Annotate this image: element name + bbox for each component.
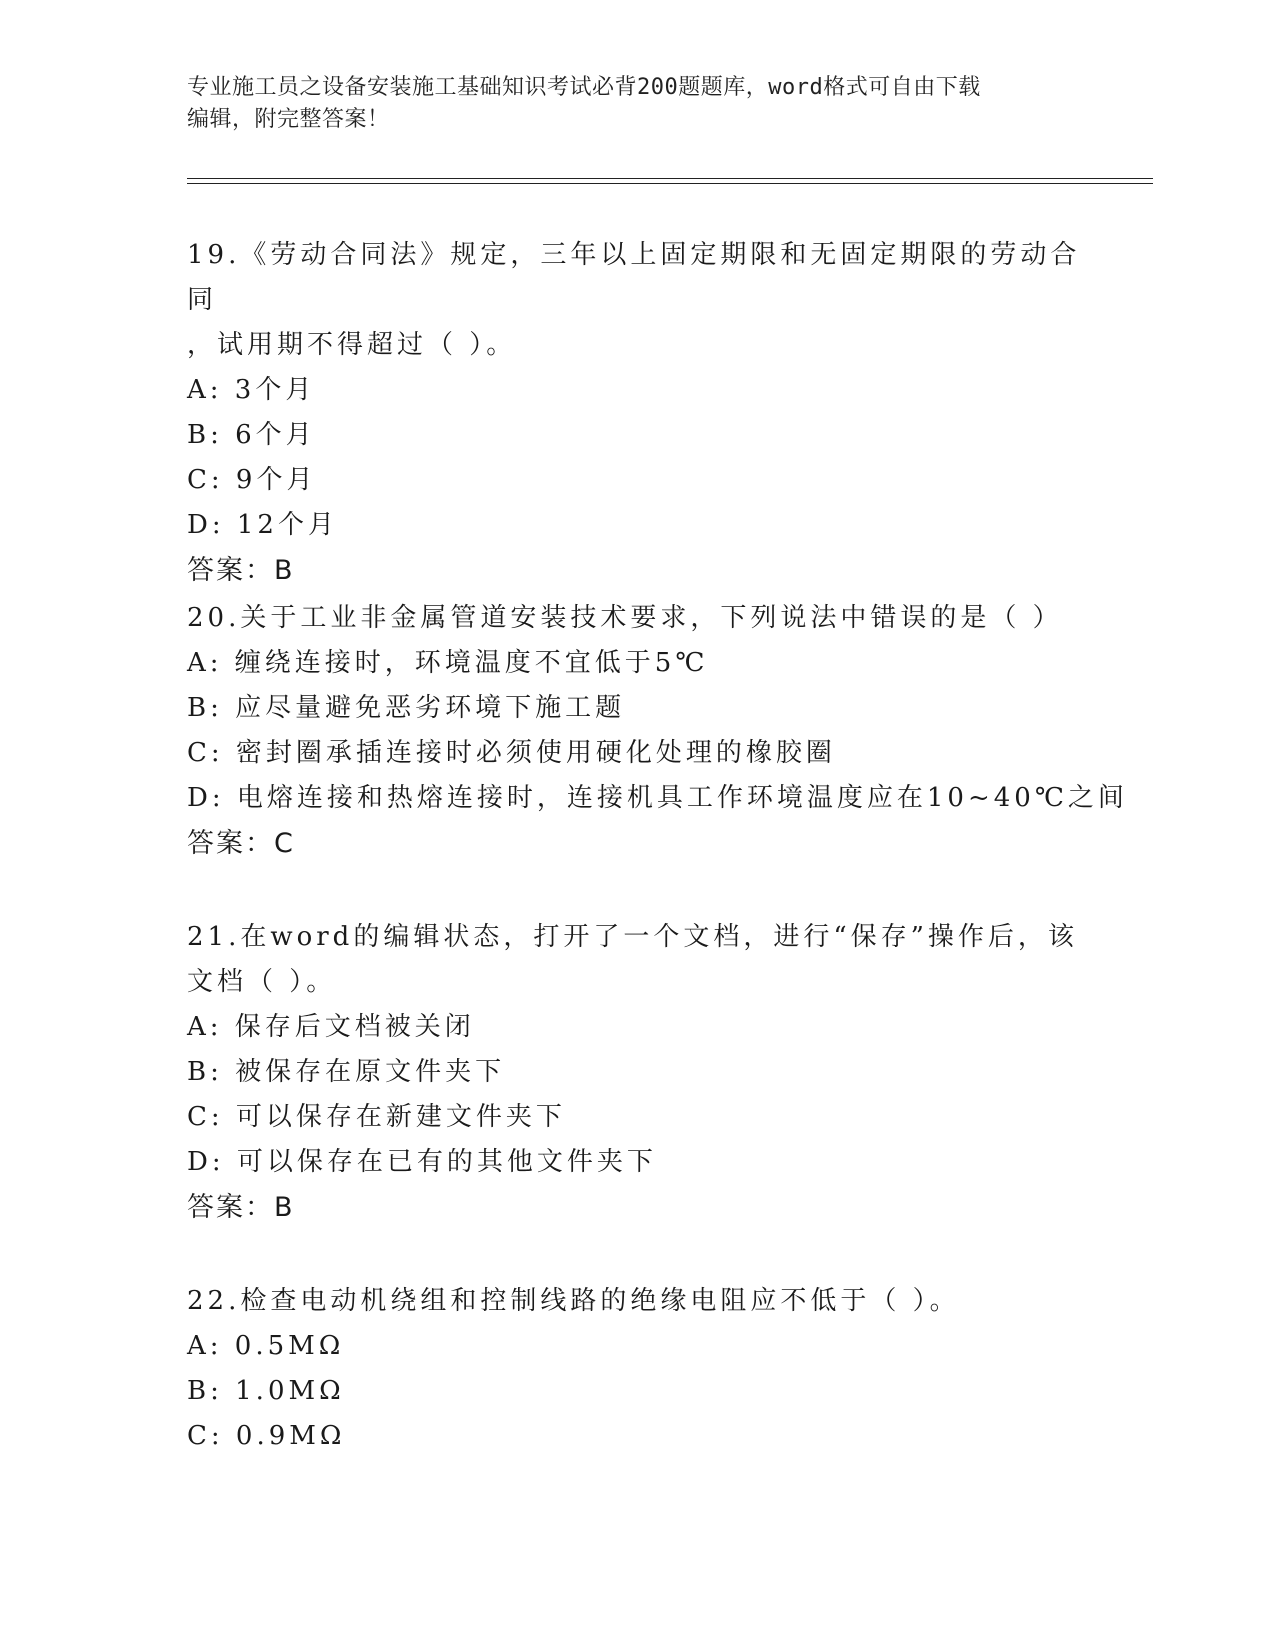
option-d: D: 可以保存在已有的其他文件夹下	[187, 1147, 657, 1177]
option-b: B: 1.0MΩ	[187, 1376, 345, 1406]
option-b: B: 6个月	[187, 420, 316, 450]
header-divider-top	[187, 178, 1153, 179]
option-a: A: 缠绕连接时，环境温度不宜低于5℃	[187, 648, 709, 678]
option-c: C: 密封圈承插连接时必须使用硬化处理的橡胶圈	[187, 738, 836, 768]
question-22	[187, 1279, 1087, 1459]
header-divider-bottom	[187, 183, 1153, 184]
question-21	[187, 915, 1087, 1230]
option-c: C: 9个月	[187, 465, 317, 495]
option-d: D: 电熔连接和热熔连接时，连接机具工作环境温度应在10~40℃之间	[187, 783, 1128, 813]
question-stem: 22.检查电动机绕组和控制线路的绝缘电阻应不低于（ ）。	[187, 1286, 960, 1316]
answer: 答案：C	[187, 828, 295, 859]
question-stem: 20.关于工业非金属管道安装技术要求，下列说法中错误的是（ ）	[187, 603, 1063, 633]
header-line-1: 专业施工员之设备安装施工基础知识考试必背200题题库，word格式可自由下载	[187, 75, 981, 100]
question-stem: 21.在word的编辑状态，打开了一个文档，进行“保存”操作后，该	[187, 922, 1078, 952]
option-a: A: 保存后文档被关闭	[187, 1012, 475, 1042]
answer: 答案：B	[187, 1192, 295, 1223]
option-a: A: 3个月	[187, 375, 316, 405]
question-stem-continued: ，试用期不得超过（ ）。	[187, 330, 517, 360]
option-c: C: 0.9MΩ	[187, 1421, 346, 1451]
option-b: B: 应尽量避免恶劣环境下施工题	[187, 693, 626, 723]
option-c: C: 可以保存在新建文件夹下	[187, 1102, 566, 1132]
question-19	[187, 233, 1087, 593]
question-20	[187, 596, 1128, 866]
option-d: D: 12个月	[187, 510, 338, 540]
option-a: A: 0.5MΩ	[187, 1331, 345, 1361]
question-stem-continued: 文档（ ）。	[187, 967, 337, 997]
header-line-2: 编辑，附完整答案！	[187, 107, 390, 132]
question-stem: 19.《劳动合同法》规定，三年以上固定期限和无固定期限的劳动合同	[187, 240, 1081, 315]
answer: 答案：B	[187, 555, 295, 586]
document-header	[187, 72, 1067, 136]
option-b: B: 被保存在原文件夹下	[187, 1057, 506, 1087]
